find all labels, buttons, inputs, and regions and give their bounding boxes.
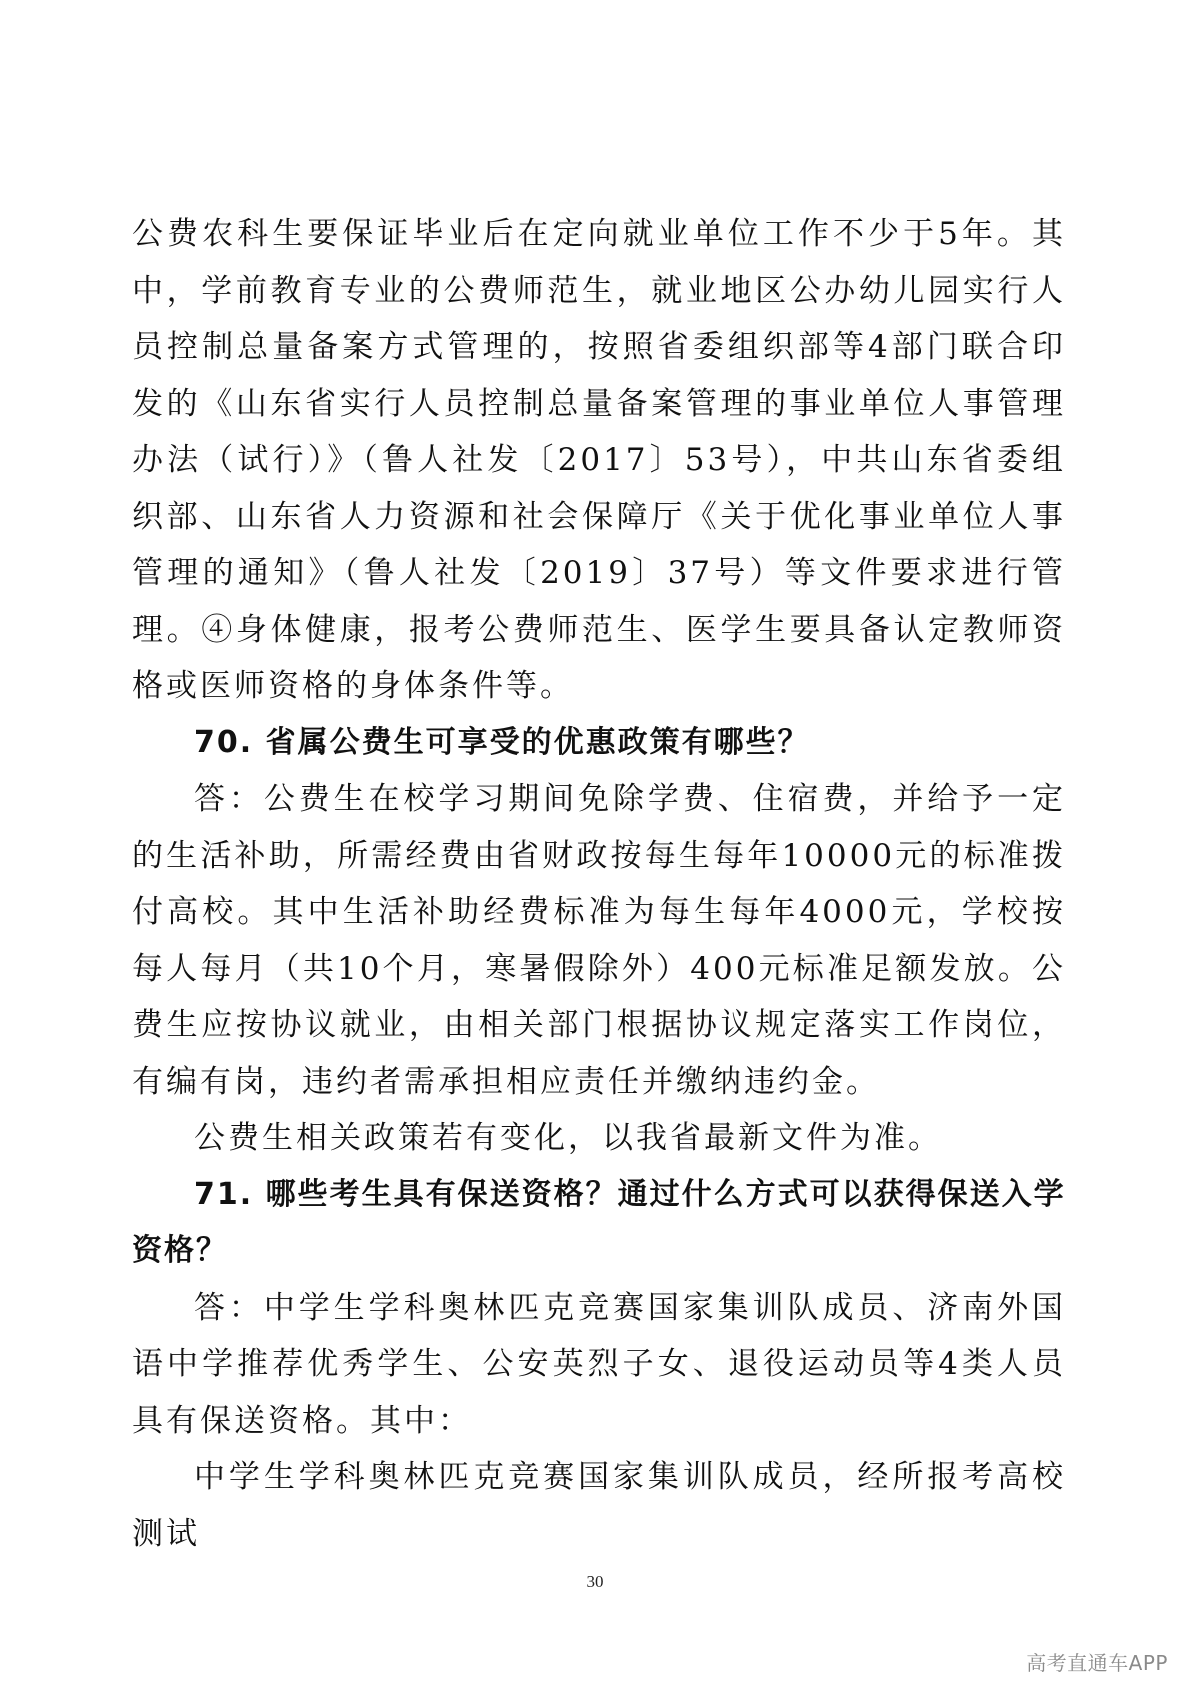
answer-paragraph-70: 答：公费生在校学习期间免除学费、住宿费，并给予一定的生活补助，所需经费由省财政按每生每年10000元的标准拨付高校。其中生活补助经费标准为每生每年4000元，学校按每人每月（共10个月，寒暑假除外）400元标准足额发放。公费生应按协议就业，由相关部门根据协议规定落实工作岗位，有编有岗，违约者需承担相应责任并缴纳违约金。 — [132, 781, 1066, 1100]
policy-note-paragraph: 公费生相关政策若有变化，以我省最新文件为准。 — [194, 1120, 942, 1156]
paragraph-olympiad: 中学生学科奥林匹克竞赛国家集训队成员，经所报考高校测试 — [132, 1459, 1066, 1552]
answer-paragraph-71: 答：中学生学科奥林匹克竞赛国家集训队成员、济南外国语中学推荐优秀学生、公安英烈子女、退役运动员等4类人员具有保送资格。其中： — [132, 1289, 1066, 1439]
document-body — [132, 206, 1066, 1562]
question-heading-71: 71. 哪些考生具有保送资格？通过什么方式可以获得保送入学资格？ — [132, 1176, 1066, 1268]
paragraph-continuation: 公费农科生要保证毕业后在定向就业单位工作不少于5年。其中，学前教育专业的公费师范生，就业地区公办幼儿园实行人员控制总量备案方式管理的，按照省委组织部等4部门联合印发的《山东省实行人员控制总量备案管理的事业单位人事管理办法（试行）》（鲁人社发〔2017〕53号），中共山东省委组织部、山东省人力资源和社会保障厅《关于优化事业单位人事管理的通知》（鲁人社发〔2019〕37号）等文件要求进行管理。④身体健康，报考公费师范生、医学生要具备认定教师资格或医师资格的身体条件等。 — [132, 216, 1066, 704]
page-number: 30 — [586, 1572, 604, 1591]
question-heading-70: 70. 省属公费生可享受的优惠政策有哪些？ — [194, 724, 810, 760]
watermark: 高考直通车APP — [1026, 1651, 1168, 1675]
